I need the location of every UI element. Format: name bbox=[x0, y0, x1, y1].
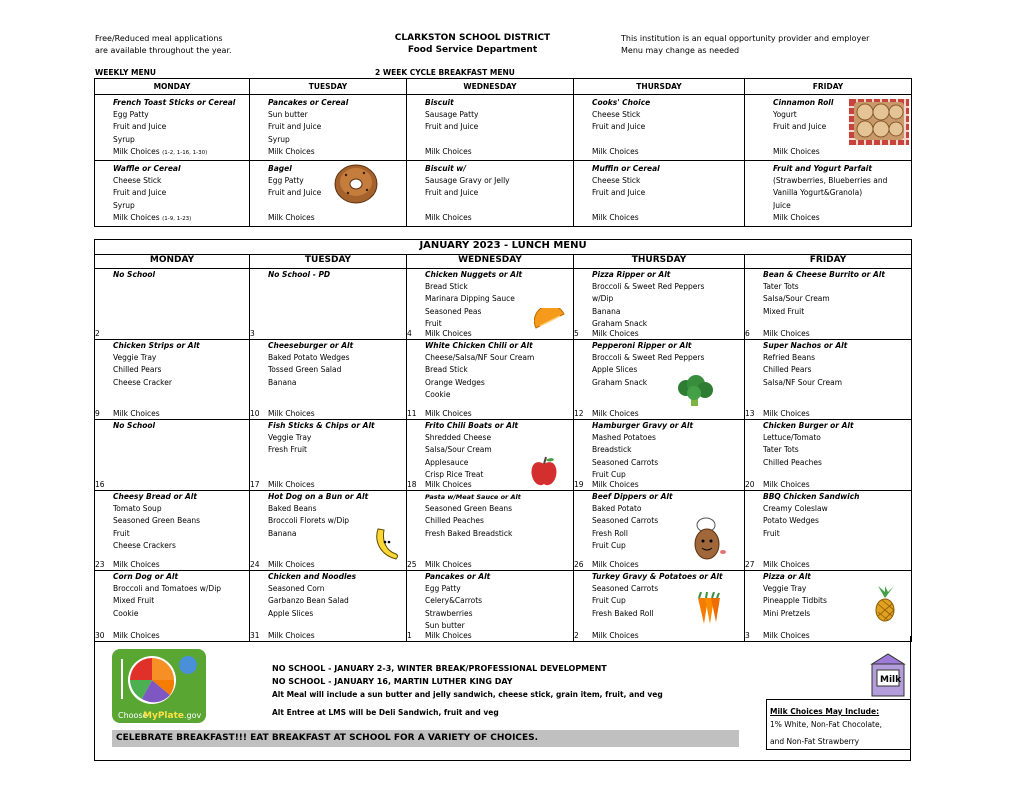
lunch-day-cell bbox=[250, 340, 406, 419]
breakfast-cell bbox=[407, 95, 573, 160]
milk-choices: Milk Choices bbox=[268, 146, 315, 156]
meal-item: (Strawberries, Blueberries and bbox=[773, 176, 888, 186]
meal-item: Sausage Gravy or Jelly bbox=[425, 176, 510, 186]
milk-choices-line2: and Non-Fat Strawberry bbox=[770, 737, 860, 746]
meal-item: Syrup bbox=[113, 134, 135, 144]
lunch-week-row bbox=[95, 571, 912, 642]
myplate-brand-text: MyPlate bbox=[143, 711, 184, 721]
day-header: THURSDAY bbox=[574, 255, 745, 269]
date-number: 3 bbox=[250, 329, 255, 338]
milk-choices: Milk Choices bbox=[113, 560, 160, 569]
meal-title: Pasta w/Meat Sauce or Alt bbox=[425, 493, 521, 501]
date-number: 26 bbox=[574, 560, 584, 569]
meal-title: Biscuit bbox=[425, 98, 454, 107]
myplate-gov-text: .gov bbox=[184, 711, 202, 720]
milk-choices: Milk Choices bbox=[113, 212, 160, 222]
lunch-day-cell bbox=[95, 340, 249, 419]
date-number: 6 bbox=[745, 329, 750, 338]
meal-item: Strawberries bbox=[425, 608, 473, 618]
lunch-week-row bbox=[95, 491, 912, 571]
carrots-icon bbox=[694, 592, 722, 626]
milk-choices: Milk Choices bbox=[425, 409, 472, 418]
date-number: 3 bbox=[745, 631, 750, 640]
meal-item: Veggie Tray bbox=[113, 353, 157, 363]
meal-item: Fresh Fruit bbox=[268, 445, 307, 455]
lunch-day-cell bbox=[745, 269, 911, 339]
meal-item: Lettuce/Tomato bbox=[763, 433, 821, 443]
meal-item: Egg Patty bbox=[268, 176, 304, 186]
meal-item: Salsa/NF Sour Cream bbox=[763, 377, 843, 387]
meal-title: Corn Dog or Alt bbox=[113, 572, 179, 581]
cinnamon-roll-icon bbox=[849, 99, 909, 145]
meal-item: Fruit and Juice bbox=[113, 122, 167, 132]
meal-item: Seasoned Green Beans bbox=[113, 516, 201, 526]
lunch-week-row bbox=[95, 420, 912, 491]
meal-item: Egg Patty bbox=[425, 584, 461, 594]
meal-item: Fruit bbox=[425, 318, 442, 328]
meal-item: Yogurt bbox=[773, 110, 797, 120]
meal-item: Egg Patty bbox=[113, 110, 149, 120]
milk-choices-title: Milk Choices May Include: bbox=[770, 707, 880, 716]
meal-item: Mini Pretzels bbox=[763, 608, 811, 618]
breakfast-table bbox=[94, 78, 912, 227]
meal-item: Mixed Fruit bbox=[113, 596, 155, 606]
date-number: 1 bbox=[407, 631, 412, 640]
meal-item: Banana bbox=[268, 528, 297, 538]
breakfast-cell bbox=[250, 161, 406, 226]
meal-item: Cheese Stick bbox=[592, 110, 641, 120]
meal-item: Vanilla Yogurt&Granola) bbox=[773, 188, 863, 198]
meal-item: Crisp Rice Treat bbox=[425, 469, 484, 479]
meal-item: Tossed Green Salad bbox=[268, 365, 342, 375]
lunch-week-row bbox=[95, 340, 912, 420]
lunch-day-cell bbox=[95, 269, 249, 339]
date-number: 2 bbox=[95, 329, 100, 338]
alt-meal-note: Alt Meal will include a sun butter and jelly sandwich, cheese stick, grain item, fruit, and veg bbox=[272, 690, 663, 699]
breakfast-cell bbox=[95, 95, 249, 160]
milk-choices: Milk Choices bbox=[425, 329, 472, 338]
meal-item: Fresh Baked Breadstick bbox=[425, 528, 513, 538]
meal-item: Shredded Cheese bbox=[425, 433, 492, 443]
milk-choices: Milk Choices bbox=[763, 560, 810, 569]
meal-item: Graham Snack bbox=[592, 318, 648, 328]
meal-item: Seasoned Green Beans bbox=[425, 504, 513, 514]
breakfast-cell bbox=[574, 95, 744, 160]
lunch-day-header-row bbox=[95, 255, 912, 269]
alt-entree-note: Alt Entree at LMS will be Deli Sandwich, fruit and veg bbox=[272, 708, 499, 717]
milk-choices-box bbox=[766, 699, 911, 750]
breakfast-cell bbox=[574, 161, 744, 226]
cycle-dates: (1-2, 1-16, 1-30) bbox=[162, 149, 208, 156]
meal-item: Fruit and Juice bbox=[592, 122, 646, 132]
header-left-line1: Free/Reduced meal applications bbox=[95, 34, 223, 43]
day-header: TUESDAY bbox=[250, 255, 407, 269]
lunch-day-cell bbox=[745, 340, 911, 419]
meal-item: Tater Tots bbox=[763, 282, 799, 292]
meal-item: Fruit and Juice bbox=[425, 122, 479, 132]
lunch-menu-title: JANUARY 2023 - LUNCH MENU bbox=[95, 240, 912, 255]
date-number: 19 bbox=[574, 480, 584, 489]
milk-choices: Milk Choices bbox=[268, 409, 315, 418]
meal-title: Waffle or Cereal bbox=[113, 163, 181, 173]
meal-item: Fruit Cup bbox=[592, 596, 626, 606]
meal-title: White Chicken Chili or Alt bbox=[425, 341, 533, 350]
lunch-table bbox=[94, 239, 912, 642]
milk-choices: Milk Choices bbox=[592, 329, 639, 338]
meal-title: Cooks' Choice bbox=[592, 98, 651, 107]
meal-item: Banana bbox=[592, 306, 621, 316]
breakfast-week-row bbox=[95, 95, 912, 161]
meal-item: w/Dip bbox=[592, 294, 614, 304]
milk-choices: Milk Choices bbox=[763, 631, 810, 640]
date-number: 25 bbox=[407, 560, 417, 569]
meal-item: Mixed Fruit bbox=[763, 306, 805, 316]
date-number: 10 bbox=[250, 409, 260, 418]
milk-choices: Milk Choices bbox=[268, 560, 315, 569]
milk-choices: Milk Choices bbox=[425, 631, 472, 640]
meal-item: Fresh Baked Roll bbox=[592, 608, 654, 618]
date-number: 17 bbox=[250, 480, 260, 489]
lunch-day-cell bbox=[745, 420, 911, 490]
milk-choices: Milk Choices bbox=[773, 212, 820, 222]
meal-item: Broccoli and Tomatoes w/Dip bbox=[113, 584, 222, 594]
meal-item: Bread Stick bbox=[425, 365, 468, 375]
lunch-day-cell bbox=[574, 340, 744, 419]
milk-choices: Milk Choices bbox=[113, 631, 160, 640]
lunch-day-cell bbox=[407, 340, 573, 419]
myplate-choose-text: Choose bbox=[118, 711, 148, 720]
header-left-line2: are available throughout the year. bbox=[95, 46, 232, 55]
milk-choices: Milk Choices bbox=[268, 480, 315, 489]
milk-choices: Milk Choices bbox=[268, 631, 315, 640]
meal-item: Seasoned Corn bbox=[268, 584, 325, 594]
day-header: FRIDAY bbox=[745, 79, 912, 95]
meal-item: Baked Beans bbox=[268, 504, 317, 514]
milk-choices: Milk Choices bbox=[425, 480, 472, 489]
meal-title: Turkey Gravy & Potatoes or Alt bbox=[592, 572, 723, 581]
meal-item bbox=[592, 200, 740, 212]
meal-item: Broccoli & Sweet Red Peppers bbox=[592, 353, 705, 363]
day-header: THURSDAY bbox=[574, 79, 745, 95]
header-right-line2: Menu may change as needed bbox=[621, 46, 740, 55]
weekly-menu-label: WEEKLY MENU bbox=[95, 68, 156, 77]
meal-item: Seasoned Carrots bbox=[592, 457, 659, 467]
meal-title: Fruit and Yogurt Parfait bbox=[773, 163, 872, 173]
milk-choices: Milk Choices bbox=[425, 560, 472, 569]
meal-item: Baked Potato bbox=[592, 504, 642, 514]
breakfast-cell bbox=[745, 95, 911, 160]
meal-title: No School - PD bbox=[268, 270, 331, 279]
date-number: 30 bbox=[95, 631, 105, 640]
meal-item: Seasoned Peas bbox=[425, 306, 482, 316]
meal-item: Fruit and Juice bbox=[268, 188, 322, 198]
milk-choices: Milk Choices bbox=[425, 212, 472, 222]
meal-title: Pizza Ripper or Alt bbox=[592, 270, 671, 279]
meal-item: Refried Beans bbox=[763, 353, 816, 363]
meal-item: Orange Wedges bbox=[425, 377, 485, 387]
lunch-day-cell bbox=[407, 571, 573, 641]
date-number: 27 bbox=[745, 560, 755, 569]
meal-item: Broccoli & Sweet Red Peppers bbox=[592, 282, 705, 292]
lunch-day-cell bbox=[250, 420, 406, 490]
meal-item: Cheese Crackers bbox=[113, 540, 176, 550]
no-school-note-winter: NO SCHOOL - JANUARY 2-3, WINTER BREAK/PROFESSIONAL DEVELOPMENT bbox=[272, 664, 607, 673]
day-header: MONDAY bbox=[95, 79, 250, 95]
meal-item bbox=[425, 200, 569, 212]
meal-item: Cheese Stick bbox=[592, 176, 641, 186]
date-number: 2 bbox=[574, 631, 579, 640]
milk-choices: Milk Choices bbox=[592, 409, 639, 418]
meal-item: Baked Potato Wedges bbox=[268, 353, 350, 363]
lunch-day-cell bbox=[95, 571, 249, 641]
cycle-dates: (1-9, 1-23) bbox=[162, 215, 192, 222]
milk-choices: Milk Choices bbox=[592, 212, 639, 222]
meal-title: Pancakes or Alt bbox=[425, 572, 491, 581]
lunch-day-cell bbox=[95, 420, 249, 490]
meal-item: Chilled Peaches bbox=[425, 516, 484, 526]
meal-title: Chicken Burger or Alt bbox=[763, 421, 854, 430]
meal-item: Broccoli Florets w/Dip bbox=[268, 516, 350, 526]
meal-item: Fruit bbox=[763, 528, 780, 538]
milk-choices: Milk Choices bbox=[592, 560, 639, 569]
meal-item: Syrup bbox=[268, 134, 290, 144]
lunch-day-cell bbox=[250, 571, 406, 641]
meal-title: Fish Sticks & Chips or Alt bbox=[268, 421, 375, 430]
meal-item: Cheese/Salsa/NF Sour Cream bbox=[425, 353, 535, 363]
milk-choices: Milk Choices bbox=[268, 212, 315, 222]
milk-carton-label: Milk bbox=[880, 675, 902, 685]
meal-item: Fruit and Juice bbox=[113, 188, 167, 198]
orange-slice-icon bbox=[534, 308, 566, 332]
broccoli-icon bbox=[676, 375, 714, 407]
meal-item: Apple Slices bbox=[592, 365, 638, 375]
breakfast-cell bbox=[95, 161, 249, 226]
lunch-week-row bbox=[95, 269, 912, 340]
meal-title: No School bbox=[113, 270, 156, 279]
milk-choices: Milk Choices bbox=[592, 631, 639, 640]
meal-item: Salsa/Sour Cream bbox=[425, 445, 492, 455]
meal-item: Creamy Coleslaw bbox=[763, 504, 828, 514]
meal-item: Fruit and Juice bbox=[425, 188, 479, 198]
meal-item: Breadstick bbox=[592, 445, 632, 455]
date-number: 12 bbox=[574, 409, 584, 418]
meal-item: Sausage Patty bbox=[425, 110, 479, 120]
meal-title: French Toast Sticks or Cereal bbox=[113, 98, 236, 107]
breakfast-cell bbox=[745, 161, 911, 226]
breakfast-day-header-row bbox=[95, 79, 912, 95]
meal-item: Veggie Tray bbox=[268, 433, 312, 443]
breakfast-week-row bbox=[95, 160, 912, 226]
apple-icon bbox=[530, 456, 558, 488]
milk-choices: Milk Choices bbox=[592, 480, 639, 489]
milk-choices: Milk Choices bbox=[763, 480, 810, 489]
milk-choices: Milk Choices bbox=[763, 409, 810, 418]
bagel-icon bbox=[334, 163, 378, 205]
milk-choices: Milk Choices bbox=[773, 146, 820, 156]
milk-choices: Milk Choices bbox=[425, 146, 472, 156]
department-name: Food Service Department bbox=[407, 45, 538, 55]
date-number: 16 bbox=[95, 480, 105, 489]
meal-title: Chicken Nuggets or Alt bbox=[425, 270, 523, 279]
lunch-day-cell bbox=[745, 491, 911, 570]
meal-title: Muffin or Cereal bbox=[592, 163, 660, 173]
meal-title: Pizza or Alt bbox=[763, 572, 811, 581]
date-number: 4 bbox=[407, 329, 412, 338]
lunch-day-cell bbox=[574, 269, 744, 339]
meal-title: Cinnamon Roll bbox=[773, 98, 834, 107]
date-number: 9 bbox=[95, 409, 100, 418]
meal-title: Chicken Strips or Alt bbox=[113, 341, 200, 350]
lunch-day-cell bbox=[574, 420, 744, 490]
meal-item: Fruit and Juice bbox=[592, 188, 646, 198]
milk-choices: Milk Choices bbox=[763, 329, 810, 338]
date-number: 24 bbox=[250, 560, 260, 569]
meal-title: Pepperoni Ripper or Alt bbox=[592, 341, 692, 350]
meal-item: Applesauce bbox=[425, 457, 469, 467]
meal-item: Chilled Pears bbox=[113, 365, 162, 375]
lunch-day-cell bbox=[407, 491, 573, 570]
milk-carton-icon bbox=[866, 652, 910, 698]
meal-title: Biscuit w/ bbox=[425, 163, 466, 173]
meal-item bbox=[425, 134, 569, 146]
meal-item: Fruit Cup bbox=[592, 469, 626, 479]
meal-item: Fruit and Juice bbox=[268, 122, 322, 132]
date-number: 13 bbox=[745, 409, 755, 418]
milk-choices: Milk Choices bbox=[113, 146, 160, 156]
lunch-day-cell bbox=[95, 491, 249, 570]
day-header: FRIDAY bbox=[745, 255, 912, 269]
myplate-logo bbox=[112, 649, 206, 723]
meal-title: Super Nachos or Alt bbox=[763, 341, 848, 350]
date-number: 5 bbox=[574, 329, 579, 338]
meal-item: Syrup bbox=[113, 200, 135, 210]
meal-item: Pineapple Tidbits bbox=[763, 596, 827, 606]
meal-title: Frito Chili Boats or Alt bbox=[425, 421, 519, 430]
milk-choices-line1: 1% White, Non-Fat Chocolate, bbox=[770, 720, 882, 729]
date-number: 31 bbox=[250, 631, 260, 640]
milk-choices: Milk Choices bbox=[113, 409, 160, 418]
meal-item: Fruit Cup bbox=[592, 540, 626, 550]
day-header: TUESDAY bbox=[250, 79, 407, 95]
meal-item: Seasoned Carrots bbox=[592, 516, 659, 526]
day-header: WEDNESDAY bbox=[407, 255, 574, 269]
date-number: 23 bbox=[95, 560, 105, 569]
meal-item: Potato Wedges bbox=[763, 516, 819, 526]
meal-item: Garbanzo Bean Salad bbox=[268, 596, 349, 606]
meal-title: Cheeseburger or Alt bbox=[268, 341, 354, 350]
meal-item: Fruit bbox=[113, 528, 130, 538]
day-header: MONDAY bbox=[95, 255, 250, 269]
meal-item: Chilled Pears bbox=[763, 365, 812, 375]
meal-item: Salsa/Sour Cream bbox=[763, 294, 830, 304]
banana-icon bbox=[372, 527, 402, 561]
meal-title: Hamburger Gravy or Alt bbox=[592, 421, 694, 430]
meal-item: Chilled Peaches bbox=[763, 457, 822, 467]
meal-title: Pancakes or Cereal bbox=[268, 98, 349, 107]
meal-item: Mashed Potatoes bbox=[592, 433, 656, 443]
meal-item: Sun butter bbox=[425, 620, 465, 630]
meal-item: Fruit and Juice bbox=[773, 122, 827, 132]
lunch-day-cell bbox=[250, 269, 406, 339]
meal-item: Tomato Soup bbox=[113, 504, 162, 514]
breakfast-cycle-label: 2 WEEK CYCLE BREAKFAST MENU bbox=[375, 68, 515, 77]
meal-item: Juice bbox=[773, 200, 791, 210]
milk-choices: Milk Choices bbox=[592, 146, 639, 156]
meal-title: Bean & Cheese Burrito or Alt bbox=[763, 270, 885, 279]
meal-item: Veggie Tray bbox=[763, 584, 807, 594]
meal-item: Seasoned Carrots bbox=[592, 584, 659, 594]
meal-item: Graham Snack bbox=[592, 377, 648, 387]
meal-item: Celery&Carrots bbox=[425, 596, 483, 606]
district-name: CLARKSTON SCHOOL DISTRICT bbox=[394, 33, 551, 43]
date-number: 20 bbox=[745, 480, 755, 489]
date-number: 18 bbox=[407, 480, 417, 489]
potato-chef-icon bbox=[690, 516, 728, 562]
meal-item: Sun butter bbox=[268, 110, 308, 120]
meal-item: Fresh Roll bbox=[592, 528, 628, 538]
day-header: WEDNESDAY bbox=[407, 79, 574, 95]
meal-item: Bread Stick bbox=[425, 282, 468, 292]
meal-item: Cheese Stick bbox=[113, 176, 162, 186]
meal-title: Chicken and Noodles bbox=[268, 572, 357, 581]
header-right-line1: This institution is an equal opportunity provider and employer bbox=[621, 34, 870, 43]
celebrate-breakfast-banner: CELEBRATE BREAKFAST!!! EAT BREAKFAST AT SCHOOL FOR A VARIETY OF CHOICES. bbox=[112, 730, 739, 747]
breakfast-cell bbox=[407, 161, 573, 226]
meal-item: Apple Slices bbox=[268, 608, 314, 618]
meal-item: Cheese Cracker bbox=[113, 377, 172, 387]
breakfast-cell bbox=[250, 95, 406, 160]
meal-title: Hot Dog on a Bun or Alt bbox=[268, 492, 369, 501]
no-school-note-mlk: NO SCHOOL - JANUARY 16, MARTIN LUTHER KING DAY bbox=[272, 677, 513, 686]
meal-title: Cheesy Bread or Alt bbox=[113, 492, 197, 501]
meal-item: Cookie bbox=[113, 608, 139, 618]
meal-title: Bagel bbox=[268, 163, 292, 173]
meal-title: BBQ Chicken Sandwich bbox=[763, 492, 860, 501]
meal-title: Beef Dippers or Alt bbox=[592, 492, 673, 501]
meal-item bbox=[592, 134, 740, 146]
pineapple-icon bbox=[872, 586, 898, 622]
meal-item: Tater Tots bbox=[763, 445, 799, 455]
meal-item: Banana bbox=[268, 377, 297, 387]
date-number: 11 bbox=[407, 409, 417, 418]
meal-item: Cookie bbox=[425, 389, 451, 399]
meal-item: Marinara Dipping Sauce bbox=[425, 294, 515, 304]
meal-title: No School bbox=[113, 421, 156, 430]
